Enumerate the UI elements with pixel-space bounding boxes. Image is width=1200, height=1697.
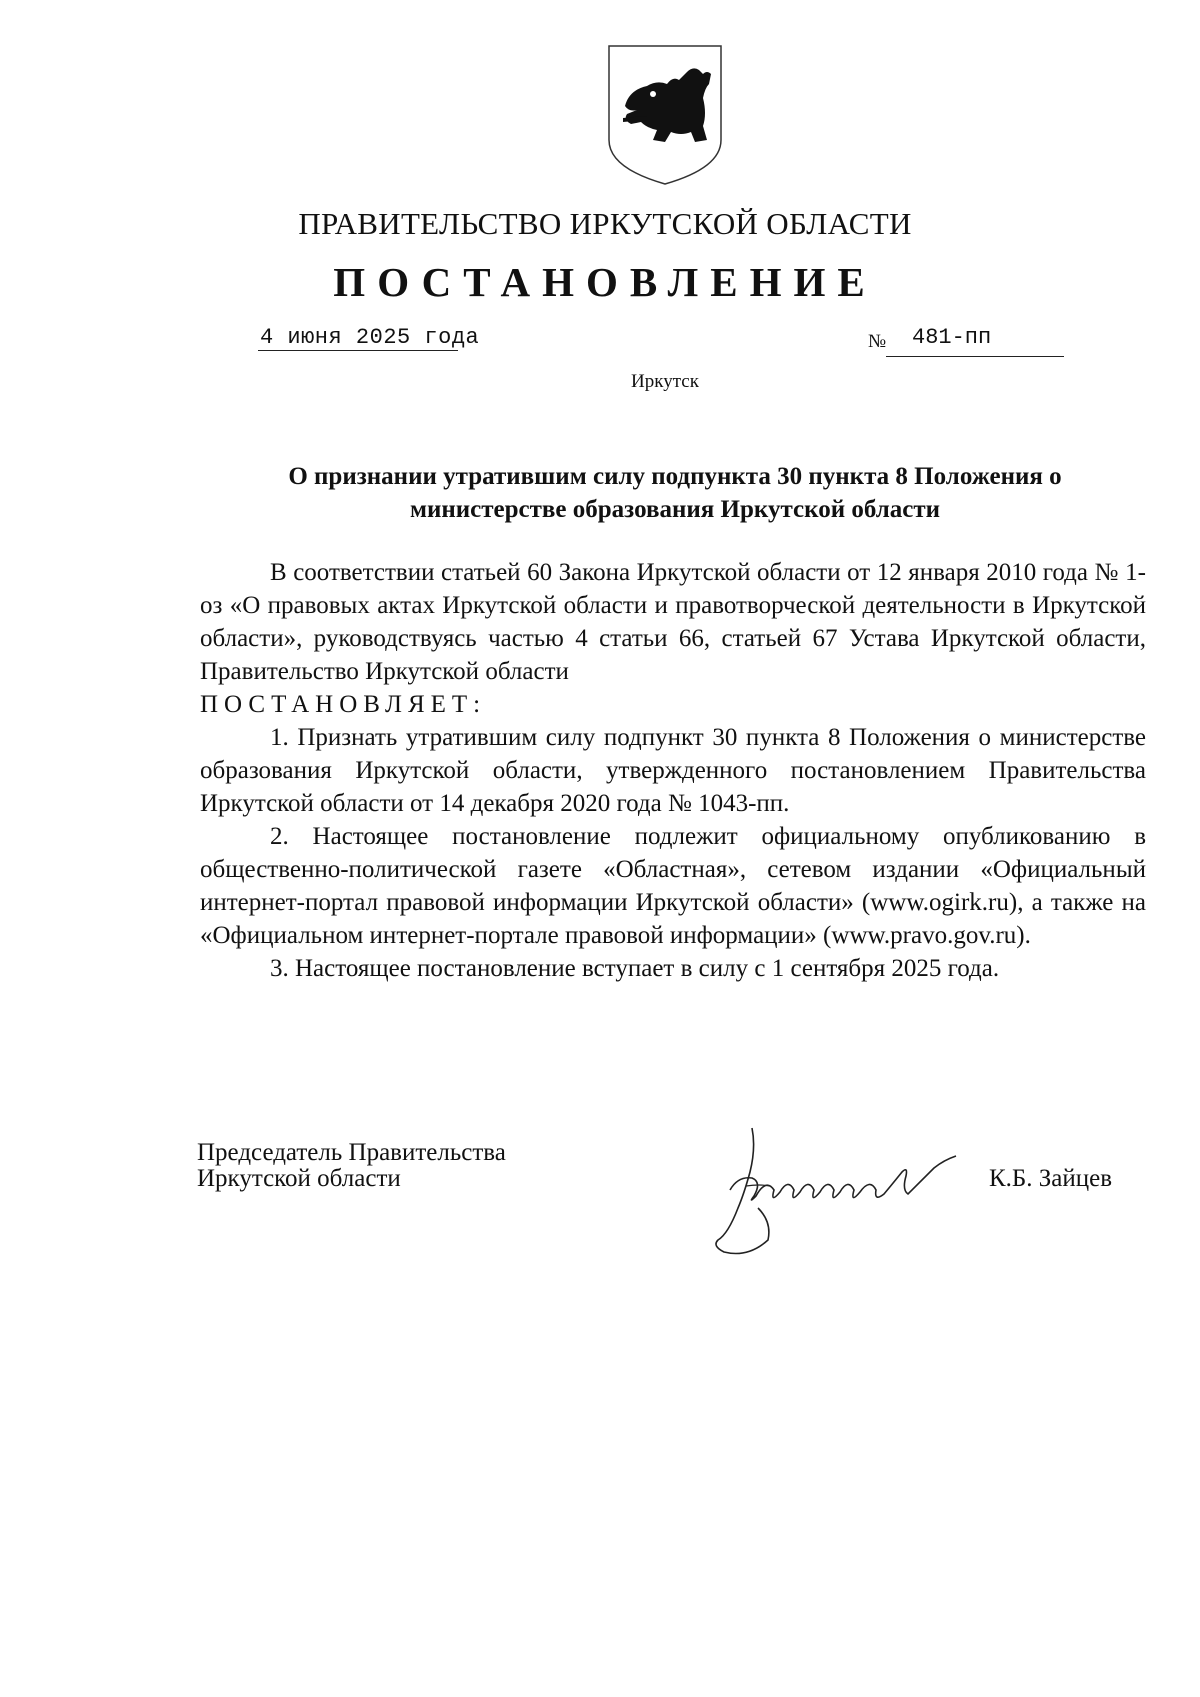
document-body — [200, 556, 1146, 985]
signer-position-line-2: Иркутской области — [197, 1165, 401, 1192]
government-title: ПРАВИТЕЛЬСТВО ИРКУТСКОЙ ОБЛАСТИ — [298, 206, 912, 241]
document-type: ПОСТАНОВЛЕНИЕ — [333, 259, 877, 305]
item-2-paragraph: 2. Настоящее постановление подлежит официальному опубликованию в общественно-политической газете «Областная», сетевом издании «Официальный интернет-портал правовой информации Иркутской области» (www.ogirk.ru), а также на «Официальном интернет-портале правовой информации» (www.pravo.gov.ru). — [200, 823, 1146, 949]
item-3-paragraph: 3. Настоящее постановление вступает в силу с 1 сентября 2025 года. — [270, 955, 1000, 982]
signer-position-line-1: Председатель Правительства — [197, 1139, 506, 1166]
preamble-paragraph: В соответствии статьей 60 Закона Иркутской области от 12 января 2010 года № 1-оз «О правовых актах Иркутской области и правотворческой деятельности в Иркутской области», руководствуясь частью 4 статьи 66, статьей 67 Устава Иркутской области, Правительство Иркутской области — [200, 559, 1146, 685]
issuing-city: Иркутск — [631, 371, 699, 392]
document-number: 481-пп — [912, 325, 992, 350]
subject-line-1: О признании утратившим силу подпункта 30 пункта 8 Положения о — [288, 463, 1062, 490]
date-underline — [258, 350, 458, 351]
document-subject — [225, 460, 1125, 526]
document-date: 4 июня 2025 года — [260, 325, 480, 350]
item-1-paragraph: 1. Признать утратившим силу подпункт 30 пункта 8 Положения о министерстве образования Иркутской области, утвержденного постановлением Правительства Иркутской области от 14 декабря 2020 года № 1043-пп. — [200, 724, 1146, 817]
signer-name: К.Б. Зайцев — [989, 1165, 1113, 1192]
number-sign: № — [868, 331, 887, 352]
coat-of-arms-icon — [607, 44, 723, 186]
subject-line-2: министерстве образования Иркутской области — [409, 496, 941, 523]
number-underline — [886, 356, 1064, 357]
resolves-heading: ПОСТАНОВЛЯЕТ: — [200, 691, 487, 718]
handwritten-signature — [708, 1112, 968, 1260]
signer-position — [197, 1140, 506, 1192]
